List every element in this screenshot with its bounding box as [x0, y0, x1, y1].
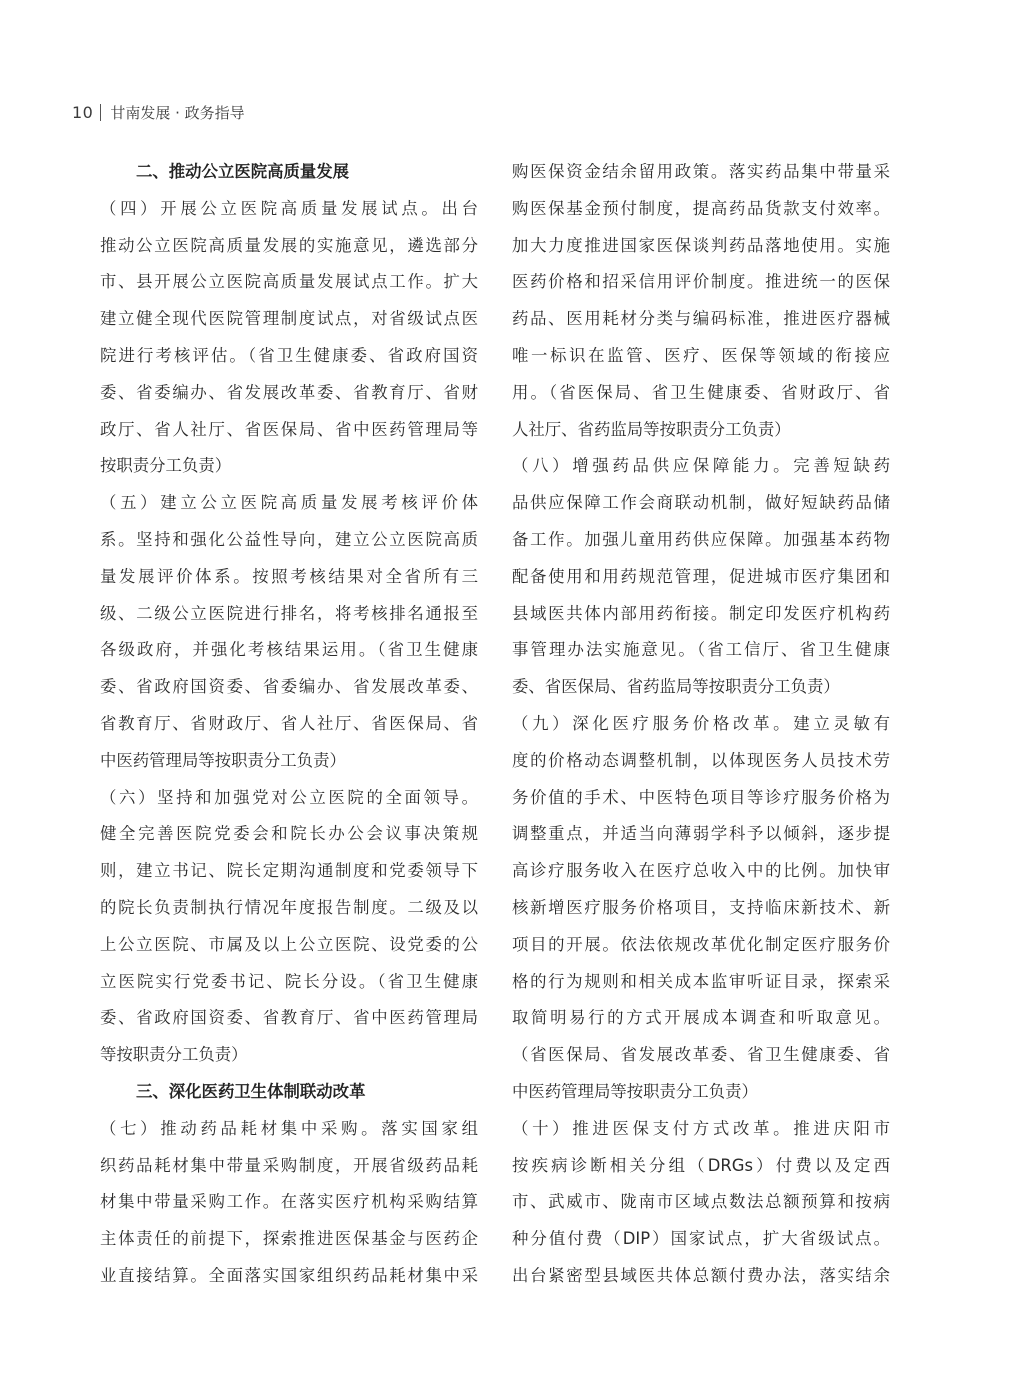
- text-line: 备工作。加强儿童用药供应保障。加强基本药物: [512, 529, 890, 549]
- text-line: 用。（省医保局、省卫生健康委、省财政厅、省: [512, 382, 890, 402]
- text-line: 材集中带量采购工作。在落实医疗机构采购结算: [100, 1192, 478, 1212]
- text-line: 配备使用和用药规范管理，促进城市医疗集团和: [512, 566, 890, 586]
- text-line: 级、二级公立医院进行排名，将考核排名通报至: [100, 603, 478, 623]
- header-divider: [100, 104, 101, 121]
- text-line: 格的行为规则和相关成本监审听证目录，探索采: [512, 971, 890, 991]
- text-line: 唯一标识在监管、医疗、医保等领域的衔接应: [512, 345, 890, 365]
- text-line: 则，建立书记、院长定期沟通制度和党委领导下: [100, 861, 478, 881]
- text-line: 度的价格动态调整机制，以体现医务人员技术劳: [512, 750, 890, 770]
- text-line: （四）开展公立医院高质量发展试点。出台: [100, 198, 478, 218]
- text-line: 推动公立医院高质量发展的实施意见，遴选部分: [100, 235, 478, 255]
- text-line: 购医保基金预付制度，提高药品货款支付效率。: [512, 198, 890, 218]
- text-line: 医药价格和招采信用评价制度。推进统一的医保: [512, 272, 890, 292]
- text-line: 调整重点，并适当向薄弱学科予以倾斜，逐步提: [512, 824, 890, 844]
- text-line: 取简明易行的方式开展成本调查和听取意见。: [512, 1008, 890, 1028]
- text-line: 织药品耗材集中带量采购制度，开展省级药品耗: [100, 1155, 478, 1175]
- text-line: 中医药管理局等按职责分工负责）: [100, 750, 346, 770]
- text-line: 上公立医院、市属及以上公立医院、设党委的公: [100, 934, 478, 954]
- text-line: 量发展评价体系。按照考核结果对全省所有三: [100, 566, 478, 586]
- text-line: （九）深化医疗服务价格改革。建立灵敏有: [512, 713, 890, 733]
- text-line: 市、县开展公立医院高质量发展试点工作。扩大: [100, 272, 478, 292]
- text-line: 系。坚持和强化公益性导向，建立公立医院高质: [100, 529, 478, 549]
- text-line: （五）建立公立医院高质量发展考核评价体: [100, 493, 478, 513]
- text-line: （八）增强药品供应保障能力。完善短缺药: [512, 456, 890, 476]
- text-line: 各级政府，并强化考核结果运用。（省卫生健康: [100, 640, 478, 660]
- text-line: 委、省政府国资委、省委编办、省发展改革委、: [100, 677, 478, 697]
- text-line: 等按职责分工负责）: [100, 1045, 248, 1065]
- text-line: （七）推动药品耗材集中采购。落实国家组: [100, 1118, 478, 1138]
- text-line: 立医院实行党委书记、院长分设。（省卫生健康: [100, 971, 478, 991]
- right-column: [512, 154, 890, 1295]
- text-line: 委、省委编办、省发展改革委、省教育厅、省财: [100, 382, 478, 402]
- section-heading: 三、深化医药卫生体制联动改革: [136, 1081, 366, 1101]
- text-line: （六）坚持和加强党对公立医院的全面领导。: [100, 787, 478, 807]
- left-column: [100, 154, 478, 1295]
- text-line: 按职责分工负责）: [100, 456, 232, 476]
- text-line: 的院长负责制执行情况年度报告制度。二级及以: [100, 897, 478, 917]
- text-line: 种分值付费（DIP）国家试点，扩大省级试点。: [512, 1229, 890, 1249]
- text-line: 健全完善医院党委会和院长办公会议事决策规: [100, 824, 478, 844]
- text-line: （省医保局、省发展改革委、省卫生健康委、省: [512, 1045, 890, 1065]
- text-line: 项目的开展。依法依规改革优化制定医疗服务价: [512, 934, 890, 954]
- running-header: [72, 100, 245, 124]
- text-line: 建立健全现代医院管理制度试点，对省级试点医: [100, 309, 478, 329]
- text-line: 加大力度推进国家医保谈判药品落地使用。实施: [512, 235, 890, 255]
- text-line: 药品、医用耗材分类与编码标准，推进医疗器械: [512, 309, 890, 329]
- text-line: 省教育厅、省财政厅、省人社厅、省医保局、省: [100, 713, 478, 733]
- publication-title: 甘南发展 · 政务指导: [110, 103, 245, 122]
- text-line: 务价值的手术、中医特色项目等诊疗服务价格为: [512, 787, 890, 807]
- text-line: 业直接结算。全面落实国家组织药品耗材集中采: [100, 1265, 478, 1285]
- text-line: 品供应保障工作会商联动机制，做好短缺药品储: [512, 493, 890, 513]
- text-line: 委、省医保局、省药监局等按职责分工负责）: [512, 677, 840, 697]
- text-line: 主体责任的前提下，探索推进医保基金与医药企: [100, 1229, 478, 1249]
- text-line: 中医药管理局等按职责分工负责）: [512, 1081, 758, 1101]
- text-line: （十）推进医保支付方式改革。推进庆阳市: [512, 1118, 890, 1138]
- text-line: 政厅、省人社厅、省医保局、省中医药管理局等: [100, 419, 478, 439]
- page-number: 10: [72, 102, 94, 122]
- text-line: 市、武威市、陇南市区域点数法总额预算和按病: [512, 1192, 890, 1212]
- text-line: 县域医共体内部用药衔接。制定印发医疗机构药: [512, 603, 890, 623]
- text-line: 事管理办法实施意见。（省工信厅、省卫生健康: [512, 640, 890, 660]
- text-line: 核新增医疗服务价格项目，支持临床新技术、新: [512, 897, 890, 917]
- section-heading: 二、推动公立医院高质量发展: [136, 162, 350, 181]
- text-line: 出台紧密型县域医共体总额付费办法，落实结余: [512, 1265, 890, 1285]
- text-line: 购医保资金结余留用政策。落实药品集中带量采: [512, 162, 890, 181]
- text-line: 院进行考核评估。（省卫生健康委、省政府国资: [100, 345, 478, 365]
- text-line: 人社厅、省药监局等按职责分工负责）: [512, 419, 791, 439]
- text-line: 高诊疗服务收入在医疗总收入中的比例。加快审: [512, 861, 890, 881]
- text-line: 按疾病诊断相关分组（DRGs）付费以及定西: [512, 1155, 890, 1175]
- text-line: 委、省政府国资委、省教育厅、省中医药管理局: [100, 1008, 478, 1028]
